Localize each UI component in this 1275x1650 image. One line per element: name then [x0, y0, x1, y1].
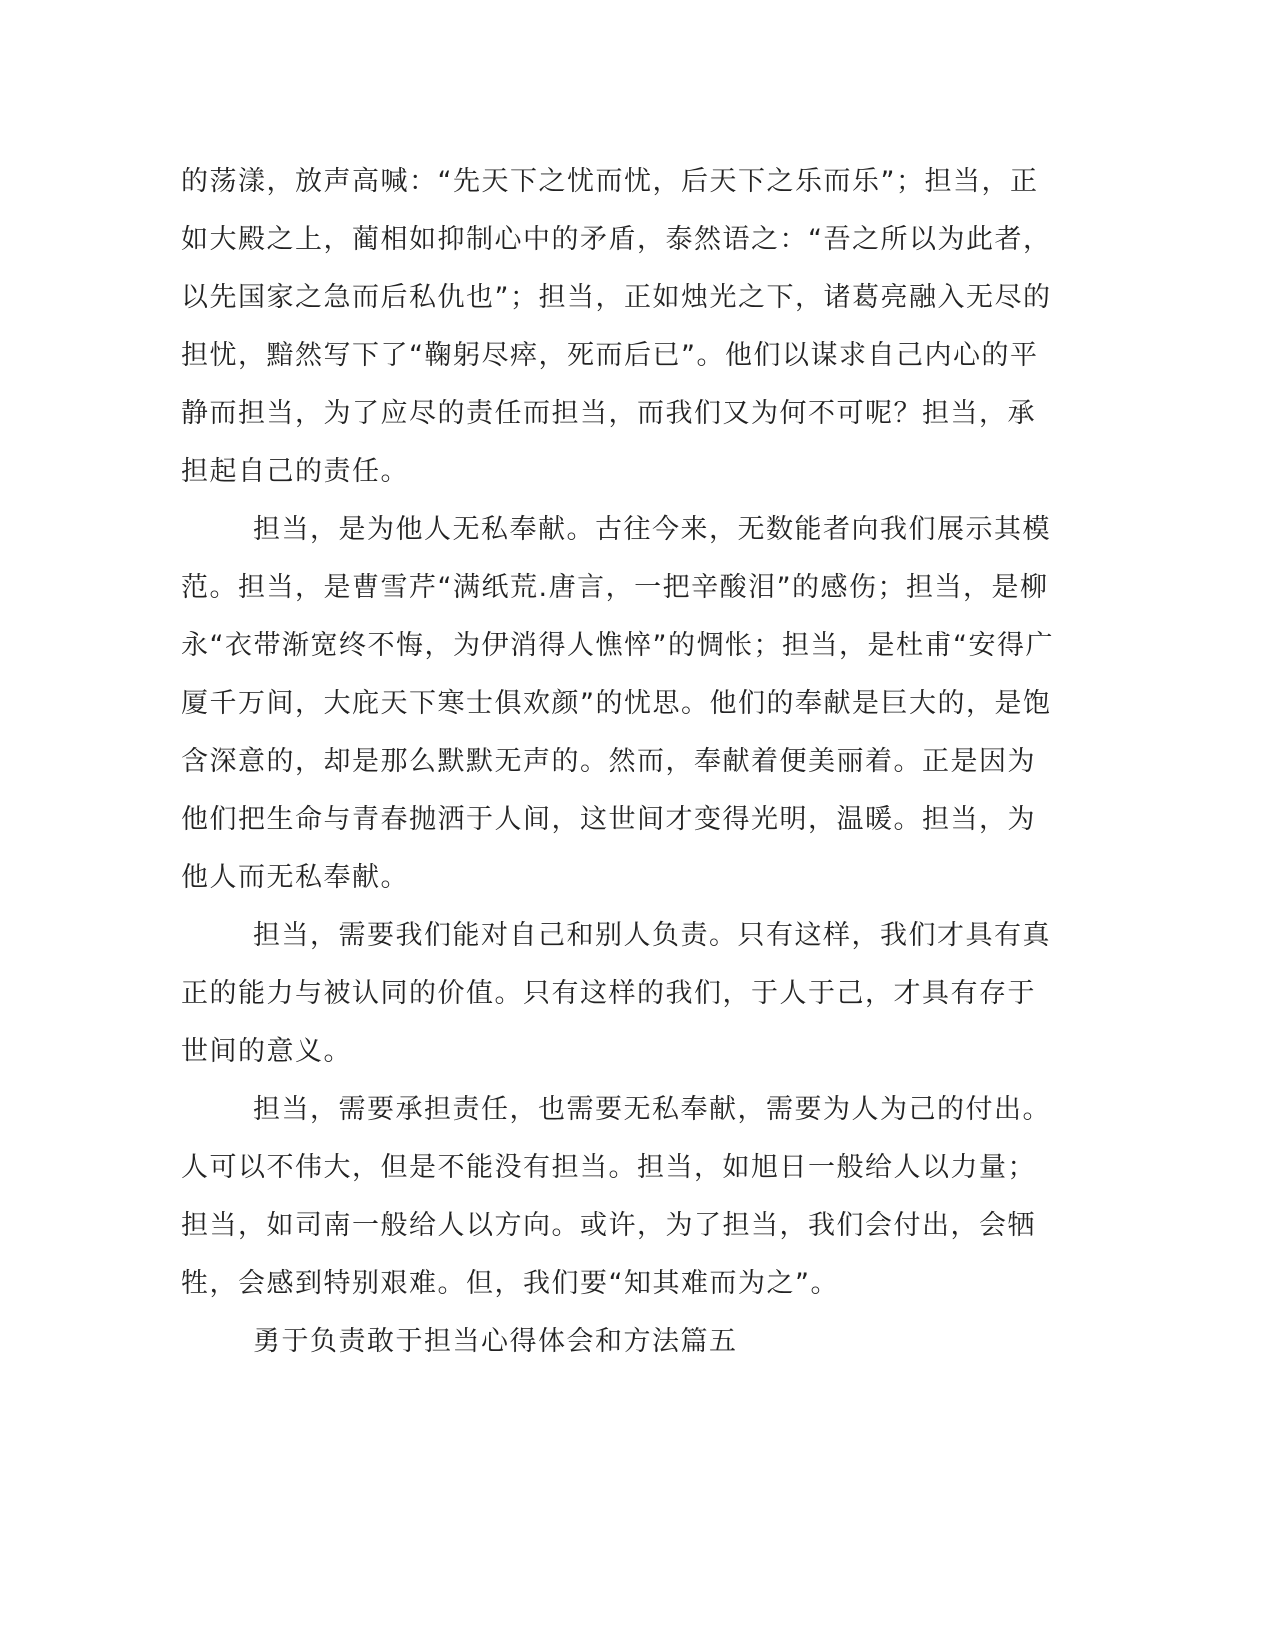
text-line: 静而担当，为了应尽的责任而担当，而我们又为何不可呢？担当，承: [181, 398, 1036, 429]
text-line: 正的能力与被认同的价值。只有这样的我们，于人于己，才具有存于: [181, 978, 1036, 1009]
text-line: 担忧，黯然写下了“鞠躬尽瘁，死而后已”。他们以谋求自己内心的平: [181, 340, 1039, 371]
text-line: 世间的意义。: [181, 1036, 352, 1067]
text-line: 以先国家之急而后私仇也”；担当，正如烛光之下，诸葛亮融入无尽的: [181, 282, 1052, 313]
text-line: 担起自己的责任。: [181, 456, 409, 487]
text-line: 含深意的，却是那么默默无声的。然而，奉献着便美丽着。正是因为: [181, 746, 1036, 777]
text-line: 他们把生命与青春抛洒于人间，这世间才变得光明，温暖。担当，为: [181, 804, 1036, 835]
paragraph-1: [181, 153, 1052, 501]
text-line: 厦千万间，大庇天下寒士俱欢颜”的忧思。他们的奉献是巨大的，是饱: [181, 688, 1052, 719]
text-line: 如大殿之上，蔺相如抑制心中的矛盾，泰然语之：“吾之所以为此者，: [181, 224, 1052, 255]
section-heading: [181, 1313, 1031, 1371]
text-line: 永“衣带渐宽终不悔，为伊消得人憔悴”的惆怅；担当，是杜甫“安得广: [181, 630, 1054, 661]
text-line: 的荡漾，放声高喊：“先天下之忧而忧，后天下之乐而乐”；担当，正: [181, 166, 1039, 197]
text-line: 牲，会感到特别艰难。但，我们要“知其难而为之”。: [181, 1268, 839, 1299]
section-heading-text: 勇于负责敢于担当心得体会和方法篇五: [253, 1326, 738, 1357]
text-line: 担当，需要我们能对自己和别人负责。只有这样，我们才具有真: [253, 920, 1051, 951]
text-line: 人可以不伟大，但是不能没有担当。担当，如旭日一般给人以力量；: [181, 1152, 1036, 1183]
text-line: 担当，是为他人无私奉献。古往今来，无数能者向我们展示其模: [253, 514, 1051, 545]
paragraph-4: [181, 1081, 1051, 1313]
paragraph-2: [181, 501, 1054, 907]
text-line: 担当，如司南一般给人以方向。或许，为了担当，我们会付出，会牺: [181, 1210, 1036, 1241]
document-body: [181, 153, 1054, 1371]
text-line: 他人而无私奉献。: [181, 862, 409, 893]
paragraph-3: [181, 907, 1051, 1081]
text-line: 范。担当，是曹雪芹“满纸荒.唐言，一把辛酸泪”的感伤；担当，是柳: [181, 572, 1049, 603]
text-line: 担当，需要承担责任，也需要无私奉献，需要为人为己的付出。: [253, 1094, 1051, 1125]
